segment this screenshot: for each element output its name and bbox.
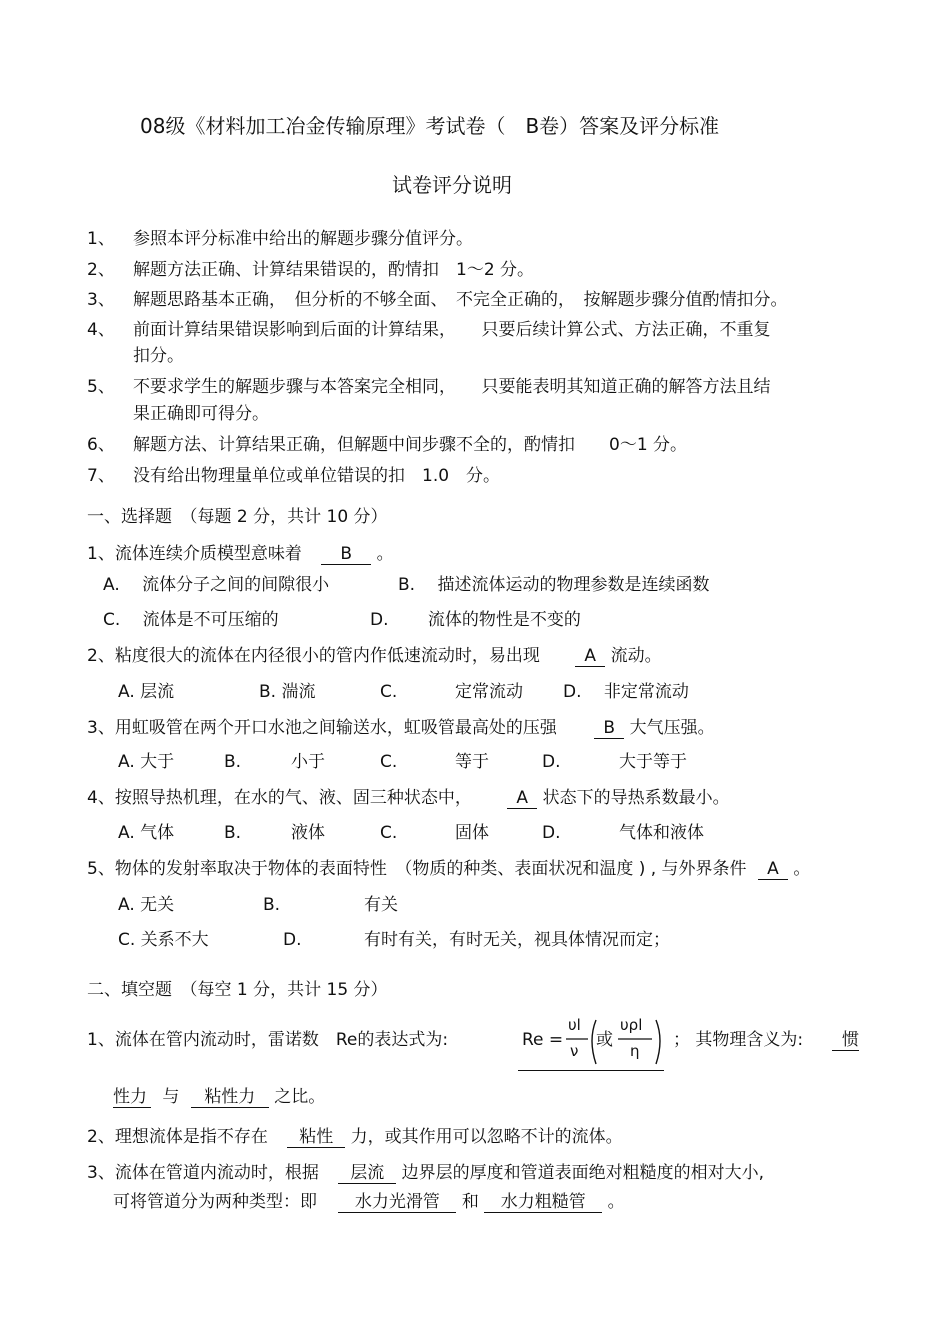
answer-blank: A	[758, 859, 788, 880]
rule-number: 6、	[87, 435, 115, 455]
formula-strokes	[518, 1014, 664, 1070]
fill-2	[87, 1127, 623, 1148]
rule-text-continued: 扣分。	[133, 346, 184, 366]
question-end: 。	[376, 544, 394, 564]
rule-text: 不要求学生的解题步骤与本答案完全相同， 只要能表明其知道正确的解答方法且结	[133, 377, 771, 397]
fill-stem: 2、理想流体是指不存在	[87, 1127, 268, 1147]
question-1	[87, 544, 394, 565]
option-b-text: 液体	[291, 823, 325, 843]
option-d: D.	[283, 930, 302, 950]
question-end: 状态下的导热系数最小。	[542, 788, 730, 808]
option-c-text: 定常流动	[455, 682, 523, 702]
option-a: A. 层流	[118, 682, 175, 702]
question-3	[87, 718, 715, 739]
rule-number: 2、	[87, 260, 115, 280]
fill-1-answer-part1: 惯	[832, 1030, 859, 1051]
rule-number: 3、	[87, 290, 115, 310]
option-b: B.	[224, 823, 242, 843]
formula-denominator-1: ν	[570, 1042, 579, 1060]
option-c: C.	[380, 752, 398, 772]
question-end: 。	[793, 859, 811, 879]
answer-blank: 水力粗糙管	[484, 1192, 602, 1213]
rule-number: 4、	[87, 320, 115, 340]
fill-1-stem: 1、流体在管内流动时，雷诺数 Re的表达式为:	[87, 1030, 449, 1050]
question-stem: 4、按照导热机理，在水的气、液、固三种状态中，	[87, 788, 472, 808]
rule-number: 7、	[87, 466, 115, 486]
option-a: A. 流体分子之间的间隙很小	[103, 575, 330, 595]
option-c-text: 固体	[455, 823, 489, 843]
join-word: 与	[162, 1087, 180, 1107]
answer-blank: A	[507, 788, 537, 809]
option-c: C.	[380, 823, 398, 843]
question-5	[87, 859, 810, 880]
rule-text-continued: 果正确即可得分。	[133, 404, 269, 424]
answer-blank: A	[575, 646, 605, 667]
page-subtitle: 试卷评分说明	[392, 173, 512, 197]
rule-text: 没有给出物理量单位或单位错误的扣 1.0 分。	[133, 466, 501, 486]
option-a: A. 大于	[118, 752, 175, 772]
fill-end: 力，或其作用可以忽略不计的流体。	[350, 1127, 623, 1147]
option-b-text: 小于	[291, 752, 325, 772]
answer-blank: 粘性力	[191, 1087, 269, 1108]
fill-3-end: 。	[607, 1192, 625, 1212]
fill-1-middle: ； 其物理含义为:	[673, 1030, 804, 1050]
option-d-text: 大于等于	[619, 752, 687, 772]
option-c: C. 关系不大	[118, 930, 209, 950]
answer-blank: 粘性	[287, 1127, 345, 1148]
option-d-text: 有时有关，有时无关，视具体情况而定；	[364, 930, 670, 950]
formula-or: 或	[596, 1030, 613, 1050]
reynolds-formula	[518, 1014, 664, 1071]
fill-1-end: 之比。	[274, 1087, 326, 1107]
rule-text: 解题思路基本正确， 但分析的不够全面、 不完全正确的， 按解题步骤分值酌情扣分。	[133, 290, 788, 310]
answer-blank: 性力	[113, 1087, 151, 1108]
rule-number: 5、	[87, 377, 115, 397]
option-b: B.	[263, 895, 281, 915]
fill-3	[87, 1163, 764, 1184]
page-title: 08级《材料加工冶金传输原理》考试卷（ B卷）答案及评分标准	[140, 114, 720, 138]
question-stem: 2、粘度很大的流体在内径很小的管内作低速流动时，易出现	[87, 646, 540, 666]
join-word: 和	[461, 1192, 479, 1212]
answer-blank: 层流	[338, 1163, 396, 1184]
rule-text: 参照本评分标准中给出的解题步骤分值评分。	[133, 229, 473, 249]
rule-text: 解题方法正确、计算结果错误的，酌情扣 1～2 分。	[133, 260, 535, 280]
formula-numerator-1: υl	[568, 1016, 581, 1034]
question-4	[87, 788, 730, 809]
answer-blank: B	[321, 544, 371, 565]
option-c: C. 流体是不可压缩的	[103, 610, 279, 630]
question-stem: 1、流体连续介质模型意味着	[87, 544, 302, 564]
rule-text: 解题方法、计算结果正确，但解题中间步骤不全的，酌情扣 0～1 分。	[133, 435, 688, 455]
option-d: D. 非定常流动	[563, 682, 689, 702]
fill-end: 边界层的厚度和管道表面绝对粗糙度的相对大小,	[401, 1163, 765, 1183]
option-b: B. 描述流体运动的物理参数是连续函数	[398, 575, 710, 595]
question-end: 大气压强。	[629, 718, 715, 738]
question-2	[87, 646, 662, 667]
option-c: C.	[380, 682, 398, 702]
rule-number: 1、	[87, 229, 115, 249]
fill-1-line2	[113, 1087, 325, 1108]
section-heading-fill: 二、填空题 （每空 1 分，共计 15 分）	[87, 980, 388, 1000]
fill-stem-line2: 可将管道分为两种类型：即	[113, 1192, 317, 1212]
option-b: B.	[224, 752, 242, 772]
question-stem: 3、用虹吸管在两个开口水池之间输送水，虹吸管最高处的压强	[87, 718, 557, 738]
option-d-text: 气体和液体	[619, 823, 704, 843]
option-c-text: 等于	[455, 752, 489, 772]
formula-denominator-2: η	[630, 1042, 640, 1060]
option-d: D.	[542, 823, 561, 843]
option-b: B. 湍流	[259, 682, 316, 702]
answer-blank: 水力光滑管	[338, 1192, 456, 1213]
question-end: 流动。	[610, 646, 662, 666]
formula-numerator-2: υρl	[620, 1016, 643, 1034]
option-a: A. 气体	[118, 823, 175, 843]
option-d: D.	[542, 752, 561, 772]
option-a: A. 无关	[118, 895, 175, 915]
question-stem: 5、物体的发射率取决于物体的表面特性 （物质的种类、表面状况和温度 ) , 与外界条件	[87, 859, 747, 879]
answer-blank: B	[594, 718, 624, 739]
fill-3-line2	[113, 1192, 625, 1213]
section-heading-choice: 一、选择题 （每题 2 分，共计 10 分）	[87, 507, 388, 527]
option-b-text: 有关	[364, 895, 398, 915]
fill-stem: 3、流体在管道内流动时，根据	[87, 1163, 319, 1183]
formula-re: Re =	[522, 1030, 564, 1050]
rule-text: 前面计算结果错误影响到后面的计算结果， 只要后续计算公式、方法正确，不重复	[133, 320, 771, 340]
option-d: D. 流体的物性是不变的	[370, 610, 581, 630]
